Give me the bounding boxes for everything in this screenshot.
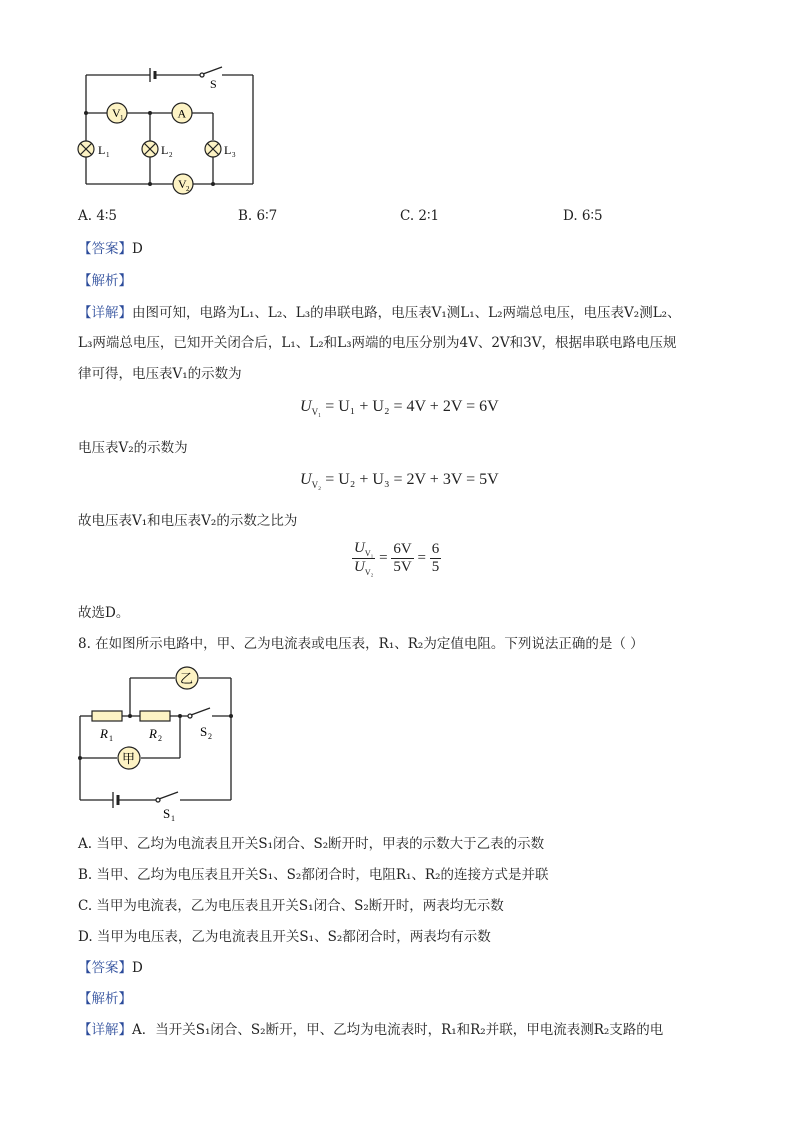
- circuit-diagram-1: [70, 58, 270, 203]
- meter-yi: [176, 667, 198, 689]
- meter-jia: [118, 747, 140, 769]
- svg-text:2: 2: [158, 734, 162, 743]
- lamp-l2: [142, 141, 173, 159]
- q8-detail-tag: 【详解】: [78, 1022, 132, 1038]
- q8-option-c: C. 当甲为电流表，乙为电压表且开关S₁闭合、S₂断开时，两表均无示数: [78, 898, 504, 914]
- svg-text:3: 3: [232, 151, 236, 159]
- analysis-tag: 【解析】: [78, 273, 132, 289]
- formula1-lhs: U: [300, 398, 312, 415]
- switch-blade: [203, 67, 222, 74]
- svg-text:乙: 乙: [180, 671, 194, 686]
- svg-text:2: 2: [169, 151, 173, 159]
- svg-text:A: A: [177, 106, 187, 121]
- switch-label: S: [210, 77, 217, 91]
- frac-values: $\frac{6V}{5V}$: [393, 541, 412, 575]
- resistor-r2: [140, 711, 170, 721]
- ammeter: [172, 103, 192, 123]
- svg-text:V: V: [178, 177, 187, 191]
- detail-tag: 【详解】: [78, 305, 132, 321]
- q8-answer-line: [78, 958, 143, 978]
- svg-text:1: 1: [109, 734, 113, 743]
- s1-label: S: [163, 806, 171, 821]
- circuit-diagram-2: [70, 664, 245, 824]
- voltmeter-v1: [107, 103, 127, 123]
- svg-text:1: 1: [120, 114, 124, 122]
- lamp-l1: [78, 141, 110, 159]
- svg-text:2: 2: [186, 185, 190, 193]
- svg-text:L: L: [224, 143, 232, 157]
- s2-label: S: [200, 724, 208, 739]
- q8-option-b: B. 当甲、乙均为电压表且开关S₁、S₂都闭合时，电阻R₁、R₂的连接方式是并联: [78, 867, 549, 883]
- svg-text:1: 1: [171, 814, 175, 823]
- formula-v2: [300, 471, 499, 490]
- formula2-rhs: = U₂ + U₃ = 2V + 3V = 5V: [325, 471, 499, 488]
- answer-tag: 【答案】: [78, 241, 132, 257]
- option-a: A. 4∶5: [78, 208, 118, 224]
- q8-answer-value: D: [132, 960, 143, 976]
- r1-label: R: [100, 726, 108, 741]
- lamp-l3: [205, 141, 236, 159]
- resistor-r1: [92, 711, 122, 721]
- formula1-lhs-sub: V₁: [311, 407, 322, 418]
- conclusion-line: 故选D。: [78, 605, 130, 621]
- detail-text-1: 由图可知，电路为L₁、L₂、L₃的串联电路，电压表V₁测L₁、L₂两端总电压，电压表V₂测L₂、: [132, 305, 681, 321]
- ratio-formula: $\frac{U_{V_1}}{U_{V_2}}$ = $\frac{6V}{5V}$ = $\frac{6}{5}$: [354, 540, 440, 577]
- svg-text:L: L: [161, 143, 169, 157]
- svg-text:L: L: [98, 143, 106, 157]
- frac-result: $\frac{6}{5}$: [431, 541, 440, 575]
- option-d: D. 6∶5: [563, 208, 603, 224]
- voltmeter-v2: [173, 174, 193, 194]
- question-8-stem: 8. 在如图所示电路中，甲、乙为电流表或电压表，R₁、R₂为定值电阻。下列说法正确的是（ ）: [78, 636, 644, 652]
- formula1-rhs: = U₁ + U₂ = 4V + 2V = 6V: [325, 398, 499, 415]
- q8-analysis-tag: 【解析】: [78, 991, 132, 1007]
- formula2-lhs: U: [300, 471, 312, 488]
- v2-reading-line: 电压表V₂的示数为: [78, 440, 188, 456]
- q8-option-d: D. 当甲为电压表，乙为电流表且开关S₁、S₂都闭合时，两表均有示数: [78, 929, 491, 945]
- q8-answer-tag: 【答案】: [78, 960, 132, 976]
- svg-text:甲: 甲: [122, 751, 136, 766]
- ratio-intro-line: 故电压表V₁和电压表V₂的示数之比为: [78, 513, 298, 529]
- answer-line: [78, 239, 143, 259]
- r2-label: R: [149, 726, 157, 741]
- option-c: C. 2∶1: [400, 208, 440, 224]
- formula-v1: [300, 398, 499, 417]
- detail-line-2: L₃两端总电压，已知开关闭合后，L₁、L₂和L₃两端的电压分别为4V、2V和3V，根据串联电路电压规: [78, 335, 677, 351]
- svg-text:2: 2: [208, 732, 212, 741]
- q8-option-a: A. 当甲、乙均为电流表且开关S₁闭合、S₂断开时，甲表的示数大于乙表的示数: [78, 836, 545, 852]
- svg-text:1: 1: [106, 151, 110, 159]
- option-b: B. 6∶7: [238, 208, 278, 224]
- frac-voltage: $\frac{U_{V_1}}{U_{V_2}}$: [354, 540, 374, 577]
- formula2-lhs-sub: V₂: [311, 480, 322, 491]
- detail-line-3: 律可得，电压表V₁的示数为: [78, 366, 242, 382]
- answer-value: D: [132, 241, 143, 257]
- q8-detail-text-1: A．当开关S₁闭合、S₂断开，甲、乙均为电流表时，R₁和R₂并联，甲电流表测R₂支路的电: [132, 1022, 664, 1038]
- q8-detail-line-1: [78, 1020, 663, 1040]
- svg-text:V: V: [112, 106, 121, 120]
- detail-line-1: [78, 303, 681, 323]
